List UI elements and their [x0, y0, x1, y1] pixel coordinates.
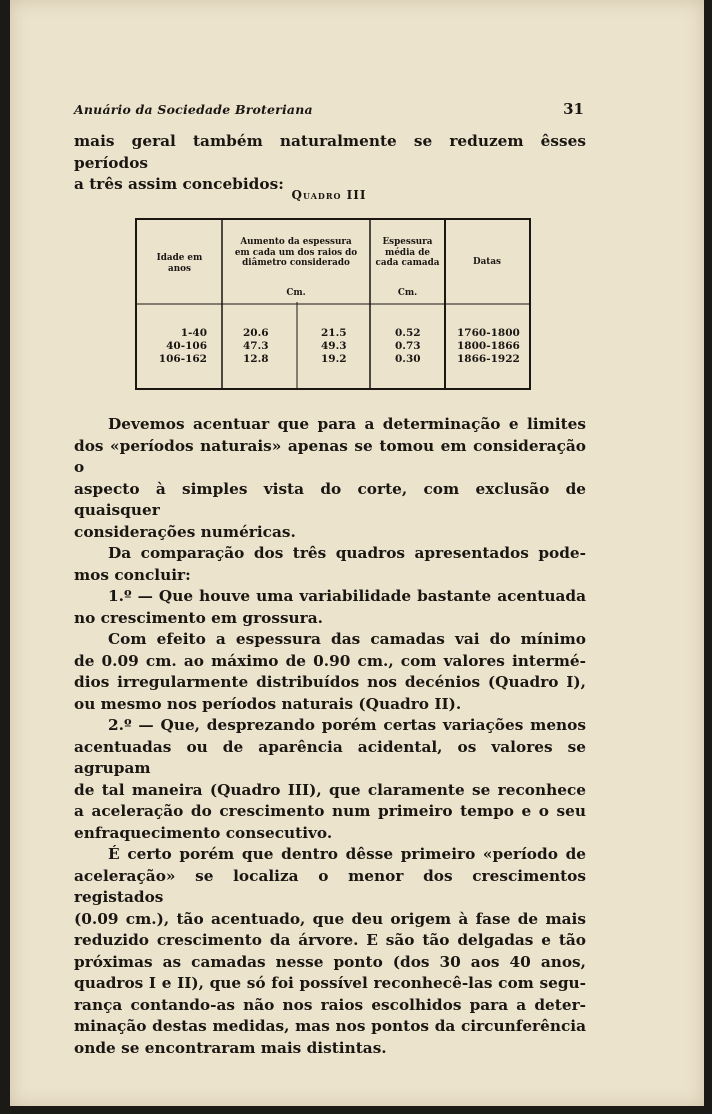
table-cell: 0.52 [395, 327, 421, 339]
table-cell: 1760-1800 [457, 327, 520, 339]
text-line: considerações numéricas. [74, 522, 296, 541]
column-mean [395, 327, 421, 366]
table-cell: 12.8 [243, 353, 269, 365]
paragraph [74, 586, 586, 629]
table-cell: 20.6 [243, 327, 269, 339]
text-line: minação destas medidas, mas nos pontos da circunferência [74, 1017, 586, 1035]
table-cell: 19.2 [321, 353, 347, 365]
column-age [137, 327, 207, 366]
text-line: acentuadas ou de aparência acidental, os valores se agrupam [74, 737, 586, 777]
table-cell: 106-162 [158, 353, 207, 365]
text-line: a aceleração do crescimento num primeiro tempo e o seu [74, 802, 586, 820]
data-table [135, 218, 531, 390]
text-line: aceleração» se localiza o menor dos crescimentos registados [74, 866, 586, 906]
table-cell: 0.30 [395, 353, 421, 365]
paragraph [74, 629, 586, 715]
document-page [10, 0, 704, 1106]
header-unit-thickness: Cm. [397, 288, 418, 298]
text-line: dos «períodos naturais» apenas se tomou em consideração o [74, 436, 586, 476]
paragraph [74, 543, 586, 586]
text-line: Com efeito a espessura das camadas vai do mínimo [108, 630, 586, 648]
journal-title: Anuário da Sociedade Broteriana [74, 102, 313, 117]
header-unit-increase: Cm. [286, 288, 306, 298]
text-line: 2.º — Que, desprezando porém certas variações menos [108, 716, 586, 734]
text-line: mais geral também naturalmente se reduzem êsses períodos [74, 132, 586, 172]
text-line: (0.09 cm.), tão acentuado, que deu origem à fase de mais [74, 909, 586, 928]
text-line: 1.º — Que houve uma variabilidade bastante acentuada [108, 587, 586, 605]
table-cell: 40-106 [166, 340, 207, 352]
header-dates: Datas [472, 257, 502, 267]
text-line: ou mesmo nos períodos naturais (Quadro II). [74, 694, 462, 713]
text-line: no crescimento em grossura. [74, 608, 323, 627]
table-cell: 49.3 [321, 340, 347, 352]
header-increase: Aumento da espessura em cada um dos raios do diâmetro considerado [234, 237, 358, 268]
paragraph [74, 844, 586, 1059]
text-line: É certo porém que dentro dêsse primeiro «período de [108, 845, 586, 863]
text-line: de tal maneira (Quadro III), que claramente se reconhece [74, 780, 586, 799]
header-age: Idade em anos [156, 253, 203, 274]
text-line: Da comparação dos três quadros apresentados pode- [108, 544, 586, 562]
text-line: mos concluir: [74, 565, 191, 584]
page-number: 31 [563, 100, 584, 118]
table-title: Quadro III [291, 188, 367, 202]
text-line: próximas as camadas nesse ponto (dos 30 aos 40 anos, [74, 952, 586, 971]
text-line: enfraquecimento consecutivo. [74, 823, 333, 842]
text-line: a três assim concebidos: [74, 175, 284, 193]
column-r2 [321, 327, 347, 366]
table-cell: 0.73 [395, 340, 421, 352]
text-line: de 0.09 cm. ao máximo de 0.90 cm., com valores intermé- [74, 651, 586, 670]
text-line: Devemos acentuar que para a determinação e limites [108, 415, 586, 433]
table-cell: 47.3 [243, 340, 269, 352]
paragraph [74, 414, 586, 543]
text-line: reduzido crescimento da árvore. E são tão delgadas e tão [74, 931, 586, 949]
table-cell: 21.5 [321, 327, 347, 339]
table-cell: 1800-1866 [457, 340, 520, 352]
text-line: aspecto à simples vista do corte, com exclusão de quaisquer [74, 479, 586, 519]
running-header [74, 102, 584, 117]
text-line: onde se encontraram mais distintas. [74, 1038, 387, 1057]
text-line: dios irregularmente distribuídos nos decénios (Quadro I), [74, 673, 586, 691]
text-line: quadros I e II), que só foi possível reconhecê-las com segu- [74, 974, 586, 992]
body-text [74, 414, 586, 1059]
table-cell: 1-40 [180, 327, 207, 339]
text-line: rança contando-as não nos raios escolhidos para a deter- [74, 995, 586, 1014]
column-dates [457, 327, 520, 366]
table-cell: 1866-1922 [457, 353, 520, 365]
header-thickness: Espessura média de cada camada [375, 237, 440, 268]
paragraph [74, 715, 586, 844]
column-r1 [243, 327, 269, 366]
intro-text [74, 131, 586, 196]
